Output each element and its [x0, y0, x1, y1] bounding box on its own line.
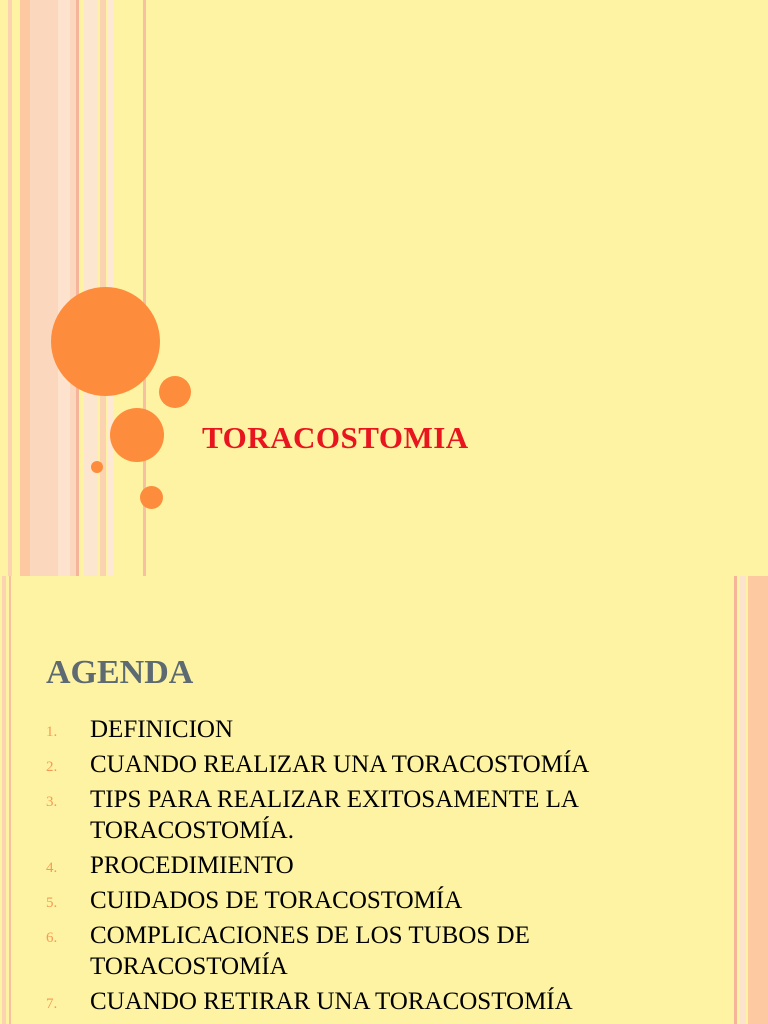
agenda-slide — [0, 576, 768, 1024]
item-text: COMPLICACIONES DE LOS TUBOS DE TORACOSTOMÍA — [90, 922, 530, 980]
decorative-stripe — [734, 576, 737, 1024]
agenda-item — [0, 885, 720, 916]
decorative-circle-tiny — [91, 461, 103, 473]
agenda-item — [0, 784, 720, 846]
item-text: PROCEDIMIENTO — [90, 852, 294, 879]
slide-title: TORACOSTOMIA — [202, 420, 469, 455]
decorative-stripe — [8, 0, 12, 576]
decorative-stripe — [58, 0, 70, 576]
decorative-stripe — [20, 0, 30, 576]
decorative-circle-small — [140, 486, 163, 509]
item-text: TIPS PARA REALIZAR EXITOSAMENTE LA TORACOSTOMÍA. — [90, 786, 578, 844]
item-text: DEFINICION — [90, 716, 234, 743]
decorative-stripe — [76, 0, 79, 576]
agenda-item — [0, 850, 720, 881]
decorative-stripe — [748, 576, 768, 1024]
agenda-item — [0, 920, 720, 982]
item-number: 1. — [46, 724, 58, 740]
agenda-item — [0, 749, 720, 780]
item-number: 6. — [46, 930, 58, 946]
agenda-heading: AGENDA — [46, 654, 194, 691]
item-number: 3. — [46, 794, 58, 810]
decorative-stripe — [740, 576, 746, 1024]
item-number: 5. — [46, 895, 58, 911]
decorative-circle-medium — [110, 408, 164, 462]
agenda-item — [0, 986, 720, 1017]
item-text: CUANDO REALIZAR UNA TORACOSTOMÍA — [90, 751, 590, 778]
agenda-item — [0, 714, 720, 745]
agenda-list — [0, 714, 720, 1021]
item-number: 4. — [46, 860, 58, 876]
item-text: CUANDO RETIRAR UNA TORACOSTOMÍA — [90, 988, 573, 1015]
item-text: CUIDADOS DE TORACOSTOMÍA — [90, 887, 463, 914]
decorative-circle-small — [159, 376, 191, 408]
item-number: 7. — [46, 996, 58, 1012]
decorative-circle-large — [51, 287, 160, 396]
item-number: 2. — [46, 759, 58, 775]
